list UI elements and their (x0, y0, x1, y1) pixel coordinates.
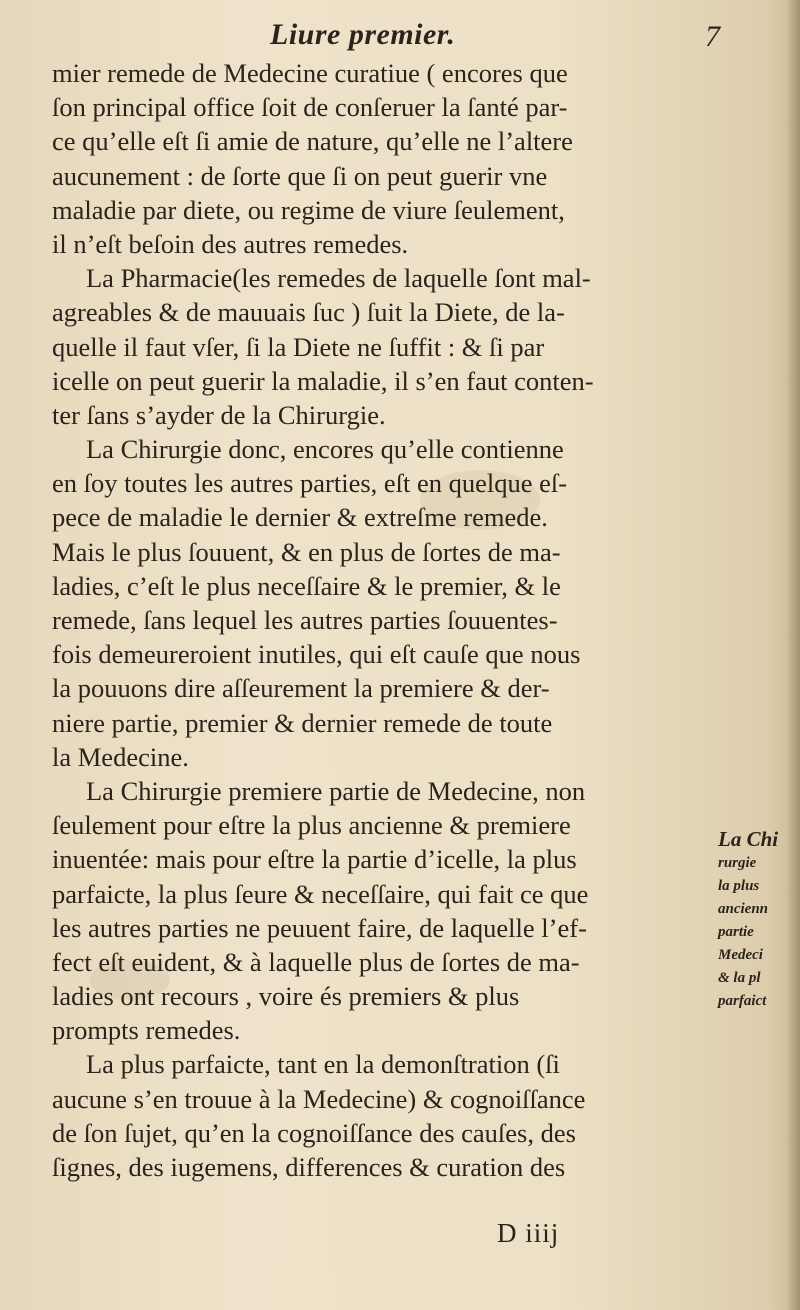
margin-note-line: la plus (718, 878, 760, 894)
text-line: inuentée: mais pour eſtre la partie d’icelle, la plus (52, 844, 577, 875)
text-line: la pouuons dire aſſeurement la premiere & der- (52, 673, 550, 704)
page-header (60, 18, 720, 58)
text-line: Mais le plus ſouuent, & en plus de ſortes de ma- (52, 536, 561, 567)
text-line: agreables & de mauuais ſuc ) ſuit la Diete, de la- (52, 297, 565, 328)
text-line: ladies, c’eſt le plus neceſſaire & le premier, & le (52, 570, 561, 601)
text-line: maladie par diete, ou regime de viure ſeulement, (52, 194, 565, 225)
text-line: ladies ont recours , voire és premiers & plus (52, 981, 520, 1012)
body-text (52, 56, 717, 1184)
paragraph (52, 774, 717, 1048)
text-line: La Chirurgie premiere partie de Medecine, non (86, 775, 586, 806)
paragraph (52, 432, 717, 774)
text-line: la Medecine. (52, 741, 189, 772)
text-line: ſon principal office ſoit de conſeruer la ſanté par- (52, 92, 568, 123)
text-line: niere partie, premier & dernier remede de toute (52, 707, 553, 738)
text-line: aucune s’en trouue à la Medecine) & cognoiſſance (52, 1083, 586, 1114)
text-line: ter ſans s’ayder de la Chirurgie. (52, 399, 386, 430)
text-line: quelle il faut vſer, ſi la Diete ne ſuffit : & ſi par (52, 331, 545, 362)
page-edge-shadow (786, 0, 800, 1310)
margin-note-line: ancienn (718, 901, 769, 917)
margin-note-line: parfaict (718, 993, 767, 1009)
text-line: les autres parties ne peuuent faire, de laquelle l’ef- (52, 912, 587, 943)
text-line: aucunement : de ſorte que ſi on peut guerir vne (52, 160, 548, 191)
text-line: fois demeureroient inutiles, qui eſt cauſe que nous (52, 639, 581, 670)
text-line: en ſoy toutes les autres parties, eſt en quelque eſ- (52, 468, 568, 499)
margin-note-line: Medeci (718, 947, 763, 963)
margin-note-line: partie (718, 924, 754, 940)
text-line: La plus parfaicte, tant en la demonſtration (ſi (86, 1049, 560, 1080)
margin-note-line: La Chi (718, 827, 779, 851)
text-line: La Pharmacie(les remedes de laquelle ſont mal- (86, 263, 591, 294)
text-line: remede, ſans lequel les autres parties ſouuentes- (52, 605, 558, 635)
text-line: de ſon ſujet, qu’en la cognoiſſance des cauſes, des (52, 1117, 576, 1148)
text-line: ſeulement pour eſtre la plus ancienne & premiere (52, 810, 571, 841)
running-title: Liure premier. (270, 18, 456, 51)
margin-note-line: & la pl (718, 970, 761, 986)
page-number: 7 (705, 20, 720, 53)
paragraph (52, 56, 717, 261)
text-line: fect eſt euident, & à laquelle plus de ſortes de ma- (52, 946, 580, 977)
text-line: mier remede de Medecine curatiue ( encores que (52, 58, 568, 88)
margin-note (718, 826, 800, 1013)
text-line: icelle on peut guerir la maladie, il s’en faut conten- (52, 365, 594, 396)
text-line: La Chirurgie donc, encores qu’elle contienne (86, 434, 564, 465)
text-line: ce qu’elle eſt ſi amie de nature, qu’elle ne l’altere (52, 126, 573, 157)
text-line: ſignes, des iugemens, differences & curation des (52, 1152, 566, 1182)
paragraph (52, 1047, 717, 1184)
text-line: prompts remedes. (52, 1015, 241, 1046)
margin-note-line: rurgie (718, 855, 757, 871)
text-line: parfaicte, la plus ſeure & neceſſaire, qui fait ce que (52, 878, 589, 909)
signature-mark: D iiij (497, 1218, 560, 1248)
text-line: pece de maladie le dernier & extreſme remede. (52, 502, 548, 533)
text-line: il n’eſt beſoin des autres remedes. (52, 228, 409, 259)
paragraph (52, 261, 717, 432)
